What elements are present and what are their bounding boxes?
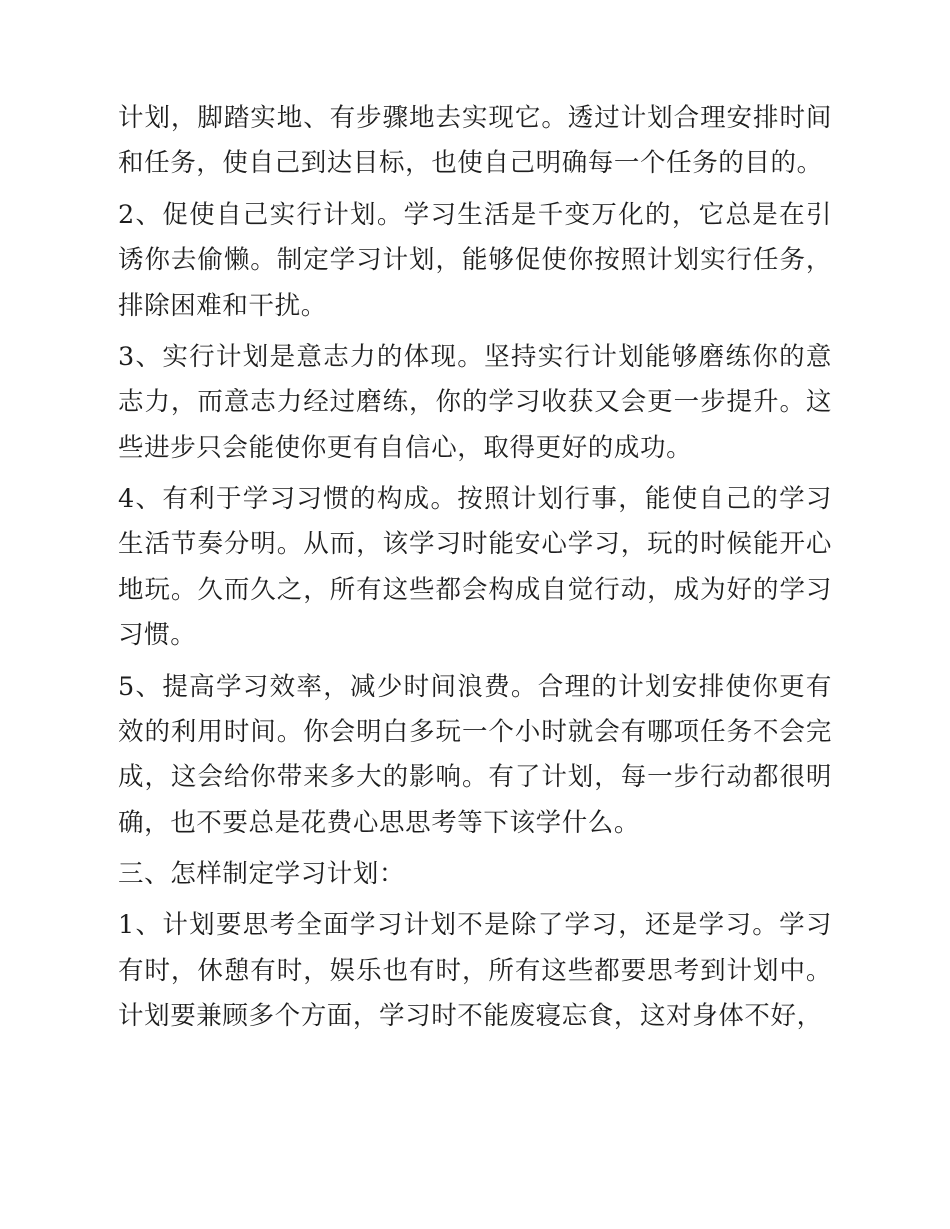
paragraph: 3、实行计划是意志力的体现。坚持实行计划能够磨练你的意志力，而意志力经过磨练，你的学习收获又会更一步提升。这些进步只会能使你更有自信心，取得更好的成功。 — [118, 341, 832, 463]
section-heading: 三、怎样制定学习计划： — [118, 859, 406, 889]
paragraph: 计划，脚踏实地、有步骤地去实现它。透过计划合理安排时间和任务，使自己到达目标，也使自己明确每一个任务的目的。 — [118, 103, 832, 179]
paragraph: 2、促使自己实行计划。学习生活是千变万化的，它总是在引诱你去偷懒。制定学习计划，能够促使你按照计划实行任务，排除困难和干扰。 — [118, 199, 832, 321]
paragraph: 5、提高学习效率，减少时间浪费。合理的计划安排使你更有效的利用时间。你会明白多玩一个小时就会有哪项任务不会完成，这会给你带来多大的影响。有了计划，每一步行动都很明确，也不要总是花费心思思考等下该学什么。 — [118, 671, 832, 838]
paragraph: 4、有利于学习习惯的构成。按照计划行事，能使自己的学习生活节奏分明。从而，该学习时能安心学习，玩的时候能开心地玩。久而久之，所有这些都会构成自觉行动，成为好的学习习惯。 — [118, 484, 832, 651]
paragraph: 1、计划要思考全面学习计划不是除了学习，还是学习。学习有时，休憩有时，娱乐也有时，所有这些都要思考到计划中。计划要兼顾多个方面，学习时不能废寝忘食，这对身体不好， — [118, 910, 832, 1032]
document-body — [118, 96, 832, 1040]
